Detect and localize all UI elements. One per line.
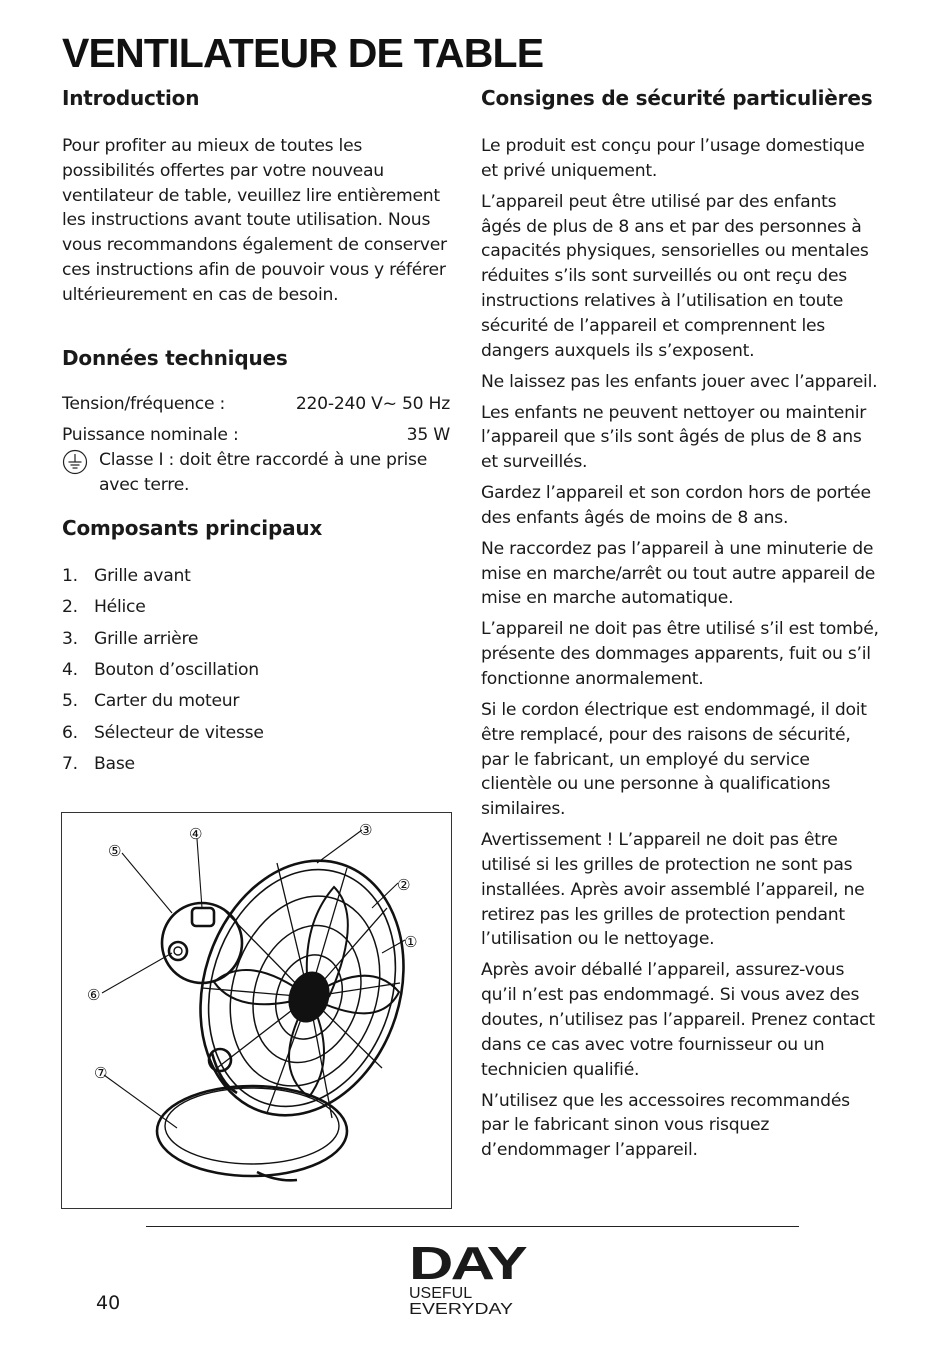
components-list — [62, 564, 450, 777]
safety-paragraph: L’appareil ne doit pas être utilisé s’il est tombé, présente des dommages apparents, fuit ou s’il fonctionne anormalement. — [481, 619, 879, 690]
list-item: 2. Hélice — [62, 597, 146, 618]
class-note-text: Classe I : doit être raccordé à une prise avec terre. — [99, 450, 428, 495]
class-note — [62, 448, 450, 498]
list-item: 1. Grille avant — [62, 565, 191, 586]
introduction-heading: Introduction — [62, 86, 200, 110]
spec-row-voltage — [62, 392, 450, 417]
fan-diagram — [61, 812, 452, 1209]
right-column — [481, 86, 881, 1169]
safety-heading: Consignes de sécurité particulières — [481, 86, 873, 110]
safety-paragraph: Gardez l’appareil et son cordon hors de portée des enfants âgés de moins de 8 ans. — [481, 483, 871, 528]
safety-paragraph: Après avoir déballé l’appareil, assurez-vous qu’il n’est pas endommagé. Si vous avez des doutes, n’utilisez pas l’appareil. Prenez contact dans ce cas avec votre fournisseur ou un technicien qualifié. — [481, 960, 875, 1080]
page-title: VENTILATEUR DE TABLE — [62, 30, 544, 76]
safety-list — [481, 134, 881, 1163]
left-column — [62, 86, 450, 784]
spec-label: Puissance nominale : — [62, 425, 239, 446]
callout-6: ⑥ — [87, 986, 101, 1004]
safety-paragraph: Les enfants ne peuvent nettoyer ou maintenir l’appareil que s’ils sont âgés de plus de 8 ans et surveillés. — [481, 402, 867, 473]
components-heading: Composants principaux — [62, 515, 323, 540]
svg-text:EVERYDAY: EVERYDAY — [409, 1301, 514, 1316]
safety-paragraph: Avertissement ! L’appareil ne doit pas être utilisé si les grilles de protection ne sont pas installées. Après avoir assemblé l’appareil, ne retirez pas les grilles de protection pendant l’utilisation ou le nettoyage. — [481, 830, 865, 950]
safety-paragraph: L’appareil peut être utilisé par des enfants âgés de plus de 8 ans et par des personnes à capacités physiques, sensorielles ou mentales réduites s’ils sont surveillés ou ont reçu des instructions relatives à l’utilisation en toute sécurité de l’appareil et comprennent les dangers auxquels ils s’exposent. — [481, 191, 869, 361]
list-item: 4. Bouton d’oscillation — [62, 659, 259, 680]
list-item: 7. Base — [62, 754, 135, 775]
day-logo — [409, 1241, 527, 1316]
safety-paragraph: N’utilisez que les accessoires recommandés par le fabricant sinon vous risquez d’endommager l’appareil. — [481, 1090, 850, 1161]
callout-5: ⑤ — [108, 842, 122, 860]
safety-paragraph: Ne laissez pas les enfants jouer avec l’appareil. — [481, 371, 878, 392]
introduction-text: Pour profiter au mieux de toutes les possibilités offertes par votre nouveau ventilateur de table, veuillez lire entièrement les instructions avant toute utilisation. Nous vous recommandons également de conserver ces instructions afin de pouvoir vous y référer ultérieurement en cas de besoin. — [62, 136, 447, 305]
spec-value: 35 W — [406, 425, 450, 446]
safety-paragraph: Ne raccordez pas l’appareil à une minuterie de mise en marche/arrêt ou tout autre appareil de mise en marche automatique. — [481, 538, 876, 609]
callout-3: ③ — [359, 821, 373, 839]
spec-label: Tension/fréquence : — [62, 393, 226, 414]
footer-divider — [146, 1226, 799, 1227]
svg-text:USEFUL: USEFUL — [409, 1285, 473, 1302]
spec-row-power — [62, 423, 450, 448]
svg-text:DAY: DAY — [409, 1241, 527, 1289]
callout-2: ② — [397, 876, 411, 894]
list-item: 3. Grille arrière — [62, 628, 199, 649]
callout-4: ④ — [189, 825, 203, 843]
spec-value: 220-240 V~ 50 Hz — [295, 393, 450, 414]
safety-paragraph: Le produit est conçu pour l’usage domestique et privé uniquement. — [481, 136, 865, 181]
ground-symbol-icon — [62, 449, 88, 475]
technical-data-heading: Données techniques — [62, 345, 288, 370]
callout-1: ① — [404, 933, 418, 951]
fan-illustration — [62, 813, 451, 1208]
callout-7: ⑦ — [94, 1064, 108, 1082]
list-item: 5. Carter du moteur — [62, 691, 240, 712]
safety-paragraph: Si le cordon électrique est endommagé, il doit être remplacé, pour des raisons de sécurité, par le fabricant, un employé du service clientèle ou une personne à qualifications similaires. — [481, 700, 867, 820]
page-number: 40 — [96, 1292, 121, 1314]
list-item: 6. Sélecteur de vitesse — [62, 722, 264, 743]
